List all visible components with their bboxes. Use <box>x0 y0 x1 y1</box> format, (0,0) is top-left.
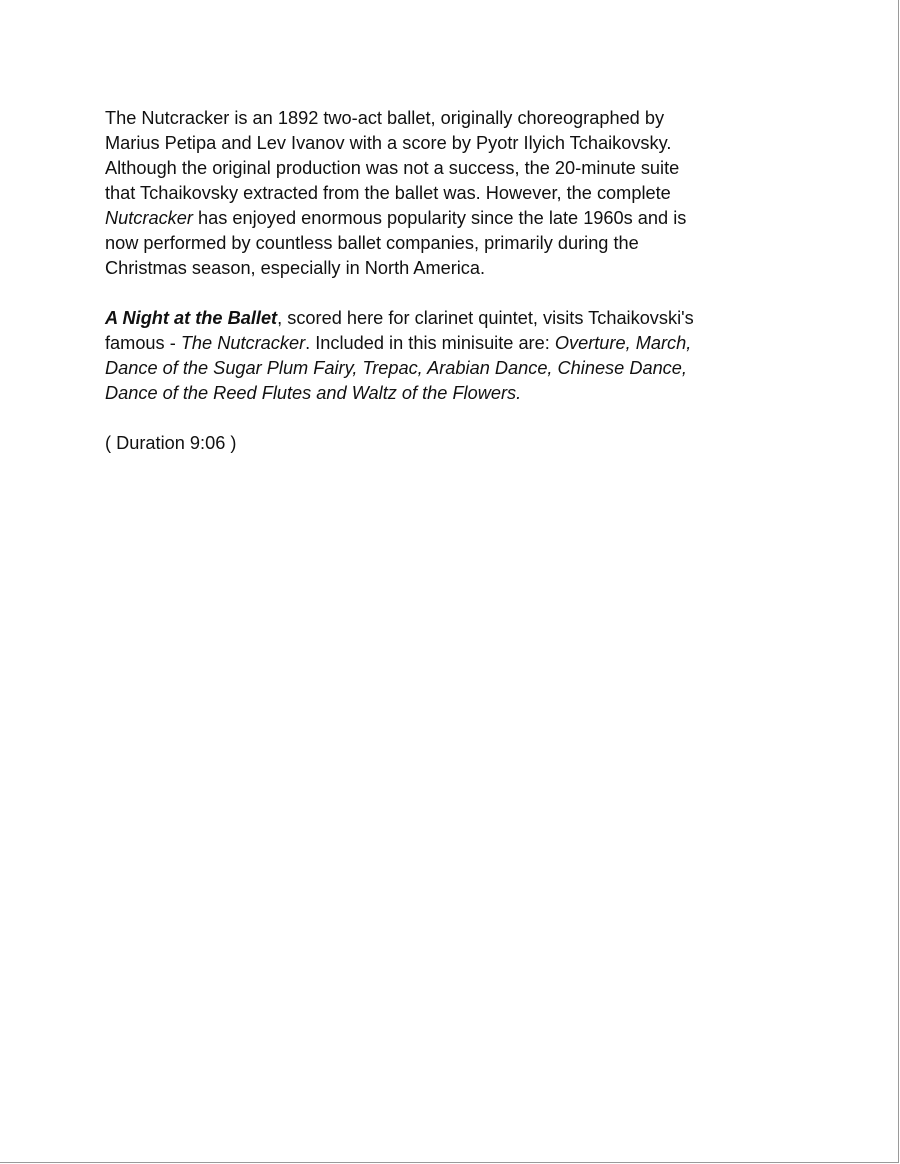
text-line: The Nutcracker is an 1892 two-act ballet, originally choreographed by <box>105 108 665 128</box>
text-line: that Tchaikovsky extracted from the ballet was. However, the complete <box>105 183 671 203</box>
text-fragment: . Included in this minisuite are: <box>305 333 555 353</box>
duration-paragraph <box>105 431 785 456</box>
text-line: Marius Petipa and Lev Ivanov with a score by Pyotr Ilyich Tchaikovsky. <box>105 133 672 153</box>
work-title: Nutcracker <box>105 208 193 228</box>
text-line <box>105 206 785 231</box>
summary-paragraph <box>105 306 785 406</box>
text-line: now performed by countless ballet companies, primarily during the <box>105 233 639 253</box>
text-fragment: famous - <box>105 333 181 353</box>
movement-list: Overture, March, <box>554 333 692 353</box>
text-line <box>105 306 785 331</box>
piece-title: A Night at the Ballet <box>105 308 278 328</box>
work-title: The Nutcracker <box>180 333 306 353</box>
intro-paragraph <box>105 106 785 281</box>
text-fragment: , scored here for clarinet quintet, visits Tchaikovski's <box>277 308 694 328</box>
movement-list: Dance of the Sugar Plum Fairy, Trepac, Arabian Dance, Chinese Dance, <box>105 358 687 378</box>
text-fragment: has enjoyed enormous popularity since the late 1960s and is <box>192 208 687 228</box>
text-line: Christmas season, especially in North America. <box>105 258 486 278</box>
document-body <box>105 106 785 481</box>
text-line: Although the original production was not a success, the 20-minute suite <box>105 158 680 178</box>
text-line <box>105 331 785 356</box>
movement-list: Dance of the Reed Flutes and Waltz of the Flowers. <box>105 383 522 403</box>
duration-text: ( Duration 9:06 ) <box>105 433 237 453</box>
